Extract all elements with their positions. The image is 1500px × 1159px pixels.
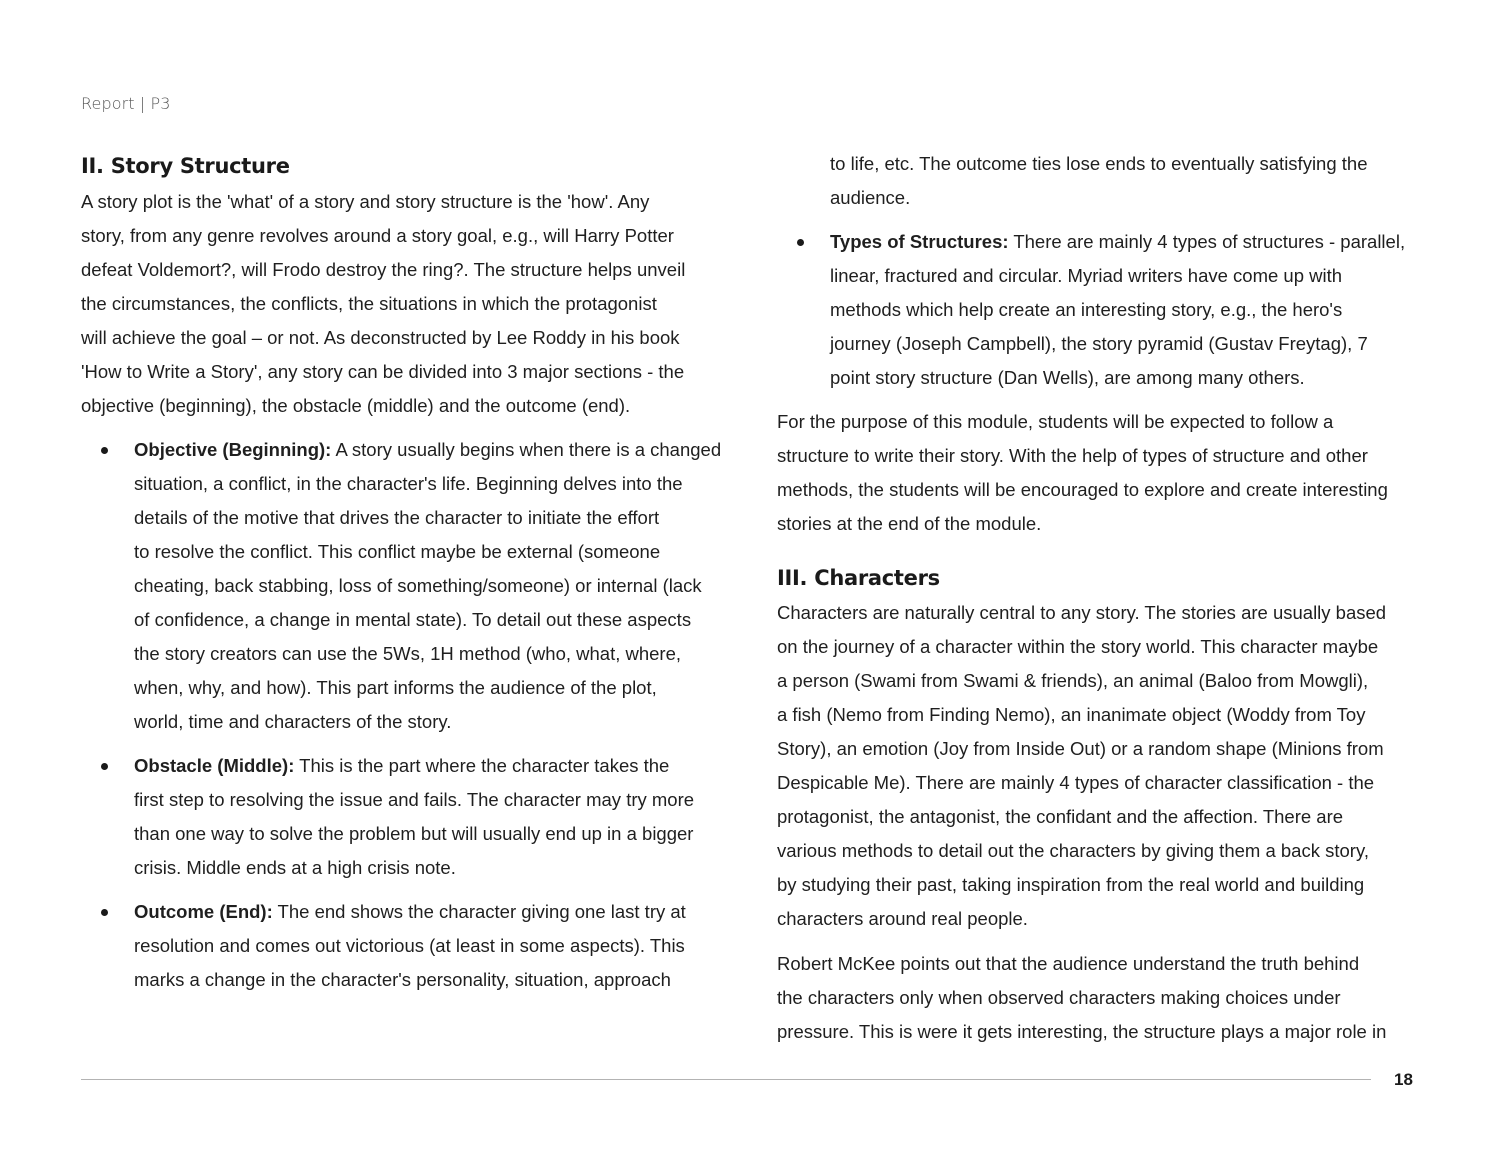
bullet-term: Outcome (End):: [134, 901, 273, 922]
bullet-line: situation, a conflict, in the character's life. Beginning delves into the: [134, 473, 683, 494]
continued-line: audience.: [830, 187, 911, 208]
paragraph-line: a fish (Nemo from Finding Nemo), an inanimate object (Woddy from Toy: [777, 704, 1366, 725]
paragraph-line: pressure. This is were it gets interesting, the structure plays a major role in: [777, 1021, 1387, 1042]
paragraph-line: characters around real people.: [777, 908, 1028, 929]
paragraph-line: a person (Swami from Swami & friends), an animal (Baloo from Mowgli),: [777, 670, 1369, 691]
bullet-text: There are mainly 4 types of structures - parallel,: [1008, 231, 1406, 252]
paragraph-line: Despicable Me). There are mainly 4 types of character classification - the: [777, 772, 1375, 793]
paragraph-line: For the purpose of this module, students will be expected to follow a: [777, 411, 1334, 432]
bullet-first-line: [134, 901, 686, 923]
paragraph-line: story, from any genre revolves around a story goal, e.g., will Harry Potter: [81, 225, 674, 246]
bullet-term: Obstacle (Middle):: [134, 755, 295, 776]
paragraph-line: the circumstances, the conflicts, the situations in which the protagonist: [81, 293, 657, 314]
paragraph-line: Robert McKee points out that the audience understand the truth behind: [777, 953, 1360, 974]
bullet-line: marks a change in the character's personality, situation, approach: [134, 969, 671, 990]
paragraph-line: objective (beginning), the obstacle (middle) and the outcome (end).: [81, 395, 631, 416]
paragraph-line: by studying their past, taking inspiration from the real world and building: [777, 874, 1365, 895]
paragraph-line: A story plot is the 'what' of a story and story structure is the 'how'. Any: [81, 191, 650, 212]
bullet-icon: [101, 909, 108, 916]
bullet-line: journey (Joseph Campbell), the story pyramid (Gustav Freytag), 7: [830, 333, 1368, 354]
bullet-term: Types of Structures:: [830, 231, 1009, 252]
bullet-line: linear, fractured and circular. Myriad writers have come up with: [830, 265, 1343, 286]
section-heading-story-structure: II. Story Structure: [81, 154, 290, 178]
bullet-line: point story structure (Dan Wells), are among many others.: [830, 367, 1305, 388]
bullet-line: resolution and comes out victorious (at least in some aspects). This: [134, 935, 685, 956]
bullet-text: This is the part where the character takes the: [294, 755, 670, 776]
paragraph-line: various methods to detail out the characters by giving them a back story,: [777, 840, 1369, 861]
paragraph-line: Characters are naturally central to any story. The stories are usually based: [777, 602, 1387, 623]
running-header: Report | P3: [81, 94, 171, 113]
bullet-first-line: [134, 439, 721, 461]
bullet-text: A story usually begins when there is a changed: [331, 439, 722, 460]
paragraph-line: protagonist, the antagonist, the confidant and the affection. There are: [777, 806, 1344, 827]
footer-divider: [81, 1079, 1371, 1080]
bullet-line: crisis. Middle ends at a high crisis note.: [134, 857, 456, 878]
bullet-line: than one way to solve the problem but will usually end up in a bigger: [134, 823, 694, 844]
bullet-icon: [101, 763, 108, 770]
section-heading-characters: III. Characters: [777, 566, 940, 590]
bullet-line: of confidence, a change in mental state). To detail out these aspects: [134, 609, 692, 630]
bullet-line: methods which help create an interesting story, e.g., the hero's: [830, 299, 1343, 320]
paragraph-line: methods, the students will be encouraged to explore and create interesting: [777, 479, 1388, 500]
bullet-line: world, time and characters of the story.: [134, 711, 452, 732]
continued-line: to life, etc. The outcome ties lose ends to eventually satisfying the: [830, 153, 1368, 174]
bullet-first-line: [830, 231, 1405, 253]
bullet-line: when, why, and how). This part informs the audience of the plot,: [134, 677, 657, 698]
paragraph-line: defeat Voldemort?, will Frodo destroy the ring?. The structure helps unveil: [81, 259, 686, 280]
paragraph-line: stories at the end of the module.: [777, 513, 1042, 534]
page-number: 18: [1394, 1070, 1413, 1089]
paragraph-line: will achieve the goal – or not. As deconstructed by Lee Roddy in his book: [81, 327, 680, 348]
paragraph-line: Story), an emotion (Joy from Inside Out) or a random shape (Minions from: [777, 738, 1384, 759]
bullet-line: cheating, back stabbing, loss of something/someone) or internal (lack: [134, 575, 702, 596]
paragraph-line: 'How to Write a Story', any story can be divided into 3 major sections - the: [81, 361, 685, 382]
paragraph-line: on the journey of a character within the story world. This character maybe: [777, 636, 1379, 657]
bullet-first-line: [134, 755, 669, 777]
bullet-term: Objective (Beginning):: [134, 439, 332, 460]
bullet-icon: [101, 447, 108, 454]
bullet-text: The end shows the character giving one last try at: [272, 901, 686, 922]
bullet-line: the story creators can use the 5Ws, 1H method (who, what, where,: [134, 643, 682, 664]
bullet-line: to resolve the conflict. This conflict maybe be external (someone: [134, 541, 661, 562]
bullet-icon: [797, 239, 804, 246]
bullet-line: details of the motive that drives the character to initiate the effort: [134, 507, 660, 528]
bullet-line: first step to resolving the issue and fails. The character may try more: [134, 789, 695, 810]
paragraph-line: the characters only when observed characters making choices under: [777, 987, 1341, 1008]
paragraph-line: structure to write their story. With the help of types of structure and other: [777, 445, 1368, 466]
